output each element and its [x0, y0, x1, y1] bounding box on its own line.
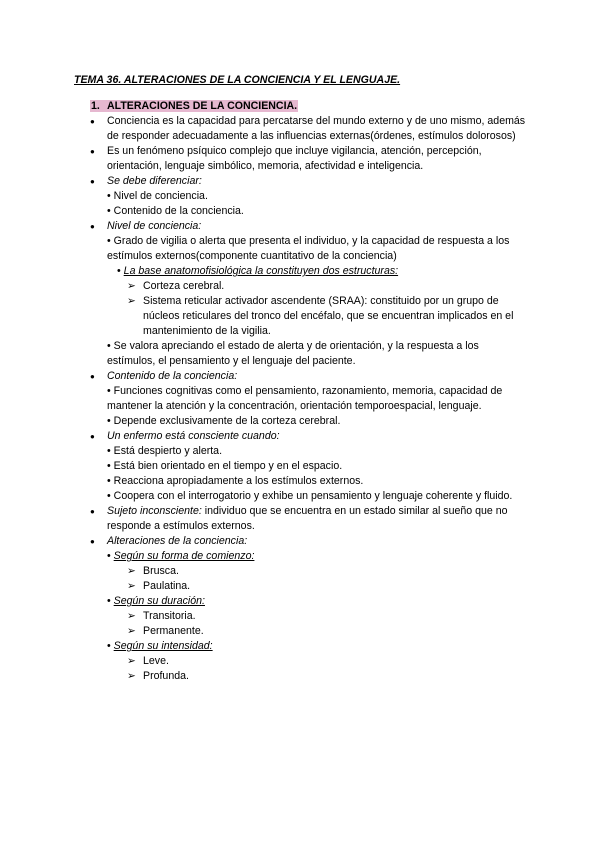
arrow-icon: ➢ [127, 625, 136, 637]
arrow-item: ➢ Transitoria. [127, 610, 196, 622]
sub-item: • Nivel de conciencia. [107, 190, 208, 202]
list-item: ● Es un fenómeno psíquico complejo que incluye vigilancia, atención, percepción, orientación, lenguaje simbólico, memoria, afectividad e inteligencia. [0, 144, 527, 174]
sub-item: • Está bien orientado en el tiempo y en el espacio. [107, 460, 343, 472]
arrow-icon: ➢ [127, 565, 136, 577]
arrow-item: ➢ Profunda. [127, 670, 189, 682]
sub-item: • Según su duración: [107, 595, 205, 607]
sub-item: • Reacciona apropiadamente a los estímulos externos. [107, 475, 364, 487]
arrow-icon: ➢ [127, 655, 136, 667]
section-number: 1. [91, 100, 100, 112]
arrow-icon: ➢ [127, 580, 136, 592]
arrow-item: ➢ Paulatina. [127, 580, 191, 592]
list-item: ● Nivel de conciencia: [0, 219, 527, 234]
sub-item: • Grado de vigilia o alerta que presenta el individuo, y la capacidad de respuesta a los estímulos externos(componente cuantitativo de la conciencia) [107, 235, 510, 262]
section-heading [90, 99, 298, 114]
list-item: ● Conciencia es la capacidad para percatarse del mundo externo y de uno mismo, además de responder adecuadamente a las influencias externas(órdenes, estímulos dolorosos) [0, 114, 527, 144]
content [0, 114, 600, 684]
arrow-icon: ➢ [127, 295, 136, 307]
sub-item: • Coopera con el interrogatorio y exhibe un pensamiento y lenguaje coherente y fluido. [107, 490, 513, 502]
sub-item: • Está despierto y alerta. [107, 445, 223, 457]
list-item: ● Un enfermo está consciente cuando: [0, 429, 527, 444]
sub-item: • Contenido de la conciencia. [107, 205, 244, 217]
arrow-icon: ➢ [127, 280, 136, 292]
list-item: ● Alteraciones de la conciencia: [0, 534, 527, 549]
arrow-item: ➢ Permanente. [127, 625, 204, 637]
arrow-item: ➢ Sistema reticular activador ascendente (SRAA): constituido por un grupo de núcleos reticulares del tronco del encéfalo, que se encuentran implicados en el mantenimiento de la vigilia. [127, 295, 514, 337]
section-label: ALTERACIONES DE LA CONCIENCIA. [107, 100, 298, 112]
sub-item: • Según su intensidad: [107, 640, 213, 652]
sub-item: • Se valora apreciando el estado de alerta y de orientación, y la respuesta a los estímulos, el pensamiento y el lenguaje del paciente. [107, 340, 479, 367]
section-highlight [90, 100, 298, 112]
sub-item: • Según su forma de comienzo: [107, 550, 255, 562]
sub-item: • Depende exclusivamente de la corteza cerebral. [107, 415, 341, 427]
list-item: ● Sujeto inconsciente: individuo que se encuentra en un estado similar al sueño que no responde a estímulos externos. [0, 504, 527, 534]
document-title: TEMA 36. ALTERACIONES DE LA CONCIENCIA Y EL LENGUAJE. [74, 74, 401, 86]
arrow-icon: ➢ [127, 670, 136, 682]
list-item: ● Se debe diferenciar: [0, 174, 527, 189]
sub-item: • Funciones cognitivas como el pensamiento, razonamiento, memoria, capacidad de mantener la atención y la concentración, orientación temporoespacial, lenguaje. [107, 385, 503, 412]
sub-item: • La base anatomofisiológica la constituyen dos estructuras: [117, 265, 399, 277]
arrow-icon: ➢ [127, 610, 136, 622]
list-item: ● Contenido de la conciencia: [0, 369, 527, 384]
arrow-item: ➢ Corteza cerebral. [127, 280, 225, 292]
arrow-item: ➢ Leve. [127, 655, 169, 667]
arrow-item: ➢ Brusca. [127, 565, 179, 577]
